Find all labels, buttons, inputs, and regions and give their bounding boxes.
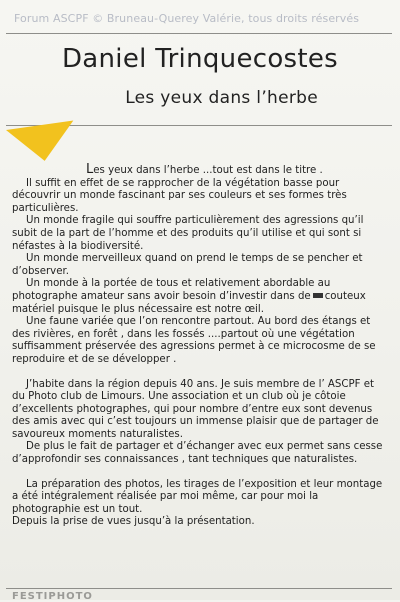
ink-smudge [313,293,323,298]
watermark: Forum ASCPF © Bruneau-Querey Valérie, tous droits réservés [14,12,360,25]
article-body [12,164,386,529]
paragraph: J’habite dans la région depuis 40 ans. Je suis membre de l’ ASCPF et du Photo club de Limours. Une association et un club où je côtoie d’excellents photographes, qui pour nombre d’entre eux sont devenus des amis avec qui c’est toujours un immense plaisir que de partager de savoureux moments naturalistes. [12,378,379,440]
paragraph: La préparation des photos, les tirages de l’exposition et leur montage a été intégralement réalisée par moi même, car pour moi la photographie est un tout. [12,478,383,515]
paragraph: Depuis la prise de vues jusqu’à la présentation. [12,516,255,528]
paragraph-intro [12,164,386,178]
paragraph-text: couteux matériel puisque le plus nécessaire est notre œil. [12,290,366,315]
paragraph: Il suffit en effet de se rapprocher de la végétation basse pour découvrir un monde fascinant par ses couleurs et ses formes très particulières. [12,177,347,214]
paragraph [12,278,386,316]
page-title: Daniel Trinquecostes [61,44,339,74]
paragraph: Un monde fragile qui souffre particulièrement des agressions qu’il subit de la part de l’homme et des produits qu’il utilise et qui sont si néfastes à la biodiversité. [12,215,364,252]
bottom-divider [6,588,392,589]
paragraph: Une faune variée que l’on rencontre partout. Au bord des étangs et des rivières, en forêt , dans les fossés ....partout où une végétation suffisamment préservée des agressions permet à ce microcosme de se reproduire et de se développer . [12,316,376,365]
page-subtitle: Les yeux dans l’herbe [125,88,318,108]
footer-label: FESTIPHOTO [12,591,93,602]
top-divider [6,33,392,34]
paragraph-text: Un monde à la portée de tous et relativement abordable au photographe amateur sans avoir besoin d’investir dans de [12,278,331,302]
drop-cap: L [86,162,94,177]
yellow-triangle-icon [6,121,78,166]
paragraph: De plus le fait de partager et d’échanger avec eux permet sans cesse d’approfondir ses connaissances , tant techniques que naturalistes. [12,441,383,466]
paragraph: Un monde merveilleux quand on prend le temps de se pencher et d’observer. [12,253,363,277]
paragraph-intro-text: es yeux dans l’herbe ...tout est dans le titre . [93,165,323,176]
